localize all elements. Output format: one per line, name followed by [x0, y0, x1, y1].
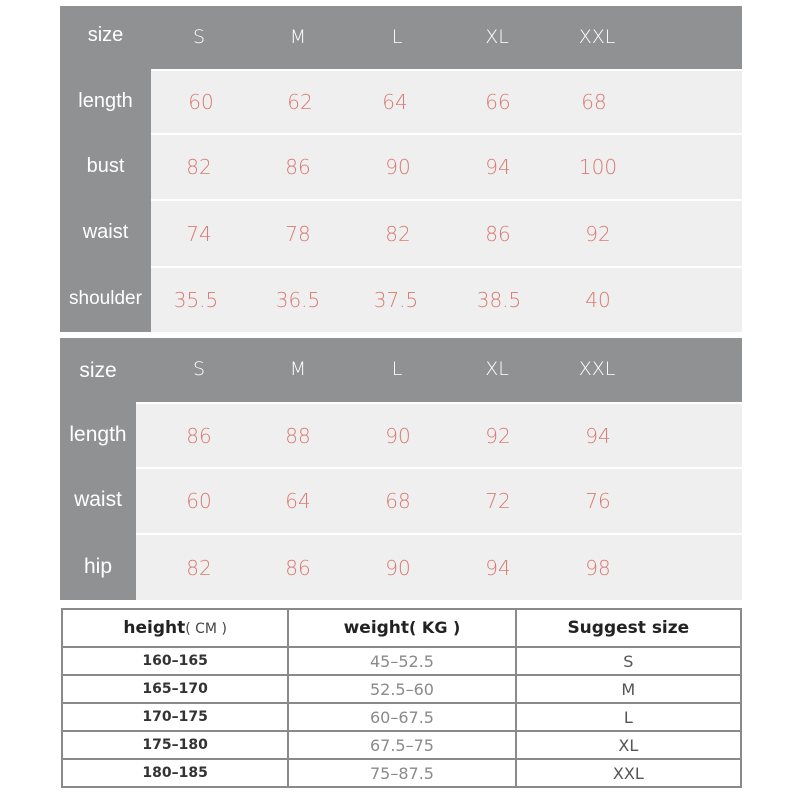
- size-cell: L: [516, 703, 741, 731]
- value-cell: 76: [585, 489, 611, 513]
- bottom-table-header-row: [60, 338, 742, 402]
- value-cell: 38.5: [476, 288, 522, 312]
- value-cell: 60: [186, 489, 212, 513]
- value-cell: 86: [485, 221, 511, 246]
- size-col-m: M: [289, 26, 307, 48]
- value-cell: 92: [585, 221, 611, 246]
- value-cell: 94: [585, 423, 611, 448]
- row-label-bust: bust: [86, 154, 125, 177]
- value-cell: 40: [585, 288, 611, 312]
- value-cell: 100: [578, 155, 618, 179]
- size-col-s: S: [192, 358, 206, 380]
- value-cell: 90: [385, 423, 411, 448]
- weight-cell: 75–87.5: [288, 759, 515, 787]
- table-row: [60, 133, 742, 199]
- table-row: [60, 69, 742, 133]
- value-cell: 60: [188, 90, 214, 114]
- height-cell: 170–175: [62, 703, 288, 731]
- size-col-s: S: [192, 26, 206, 48]
- height-unit: ( CM ): [185, 621, 227, 637]
- size-col-xxl: XXL: [578, 358, 616, 380]
- value-cell: 82: [385, 221, 411, 246]
- table-row: [60, 199, 742, 266]
- table-row: [62, 703, 741, 731]
- row-label-length: length: [69, 422, 127, 446]
- row-label-waist: waist: [74, 488, 122, 511]
- size-col-l: L: [391, 358, 403, 380]
- table-row: [60, 533, 742, 600]
- weight-cell: 67.5–75: [288, 731, 515, 759]
- row-label-hip: hip: [83, 554, 113, 578]
- height-cell: 165–170: [62, 675, 288, 703]
- value-cell: 98: [585, 555, 611, 580]
- value-cell: 94: [485, 155, 511, 179]
- value-cell: 72: [485, 489, 511, 513]
- table-row: [62, 647, 741, 675]
- value-cell: 35.5: [173, 288, 219, 312]
- size-col-l: L: [391, 26, 403, 48]
- size-col-xl: XL: [485, 358, 509, 380]
- value-cell: 94: [485, 555, 511, 580]
- value-cell: 90: [385, 555, 411, 580]
- row-label-waist: waist: [82, 221, 129, 243]
- row-label-length: length: [78, 89, 133, 112]
- size-cell: M: [516, 675, 741, 703]
- size-col-xxl: XXL: [578, 26, 616, 48]
- value-cell: 86: [285, 555, 311, 580]
- size-cell: XXL: [516, 759, 741, 787]
- weight-header-label: weight: [343, 618, 410, 638]
- table-row: [60, 467, 742, 533]
- weight-cell: 45–52.5: [288, 647, 515, 675]
- top-table-header-label: size: [87, 24, 124, 46]
- weight-cell: 52.5–60: [288, 675, 515, 703]
- value-cell: 90: [385, 155, 411, 179]
- value-cell: 62: [287, 90, 313, 114]
- value-cell: 86: [285, 155, 311, 179]
- value-cell: 36.5: [275, 288, 321, 312]
- height-cell: 175–180: [62, 731, 288, 759]
- suggest-size-header: Suggest size: [516, 609, 741, 647]
- value-cell: 68: [581, 90, 607, 114]
- top-size-table: [60, 6, 742, 332]
- suggest-table-header-row: [62, 609, 741, 647]
- height-header: [62, 609, 288, 647]
- height-header-label: height: [123, 618, 186, 638]
- value-cell: 88: [285, 423, 311, 448]
- weight-unit: ( KG ): [409, 618, 461, 637]
- value-cell: 92: [485, 423, 511, 448]
- size-col-m: M: [289, 358, 307, 380]
- value-cell: 64: [285, 489, 311, 513]
- row-label-shoulder: shoulder: [69, 288, 142, 309]
- size-cell: XL: [516, 731, 741, 759]
- suggest-size-table: [61, 608, 742, 788]
- height-cell: 180–185: [62, 759, 288, 787]
- value-cell: 78: [285, 221, 311, 246]
- weight-header: [288, 609, 515, 647]
- weight-cell: 60–67.5: [288, 703, 515, 731]
- value-cell: 66: [485, 90, 511, 114]
- value-cell: 68: [385, 489, 411, 513]
- height-cell: 160–165: [62, 647, 288, 675]
- table-row: [60, 266, 742, 332]
- value-cell: 82: [186, 155, 212, 179]
- value-cell: 37.5: [373, 288, 419, 312]
- size-col-xl: XL: [485, 26, 509, 48]
- value-cell: 82: [186, 555, 212, 580]
- value-cell: 86: [186, 423, 212, 448]
- table-row: [62, 731, 741, 759]
- table-row: [62, 675, 741, 703]
- table-row: [60, 402, 742, 467]
- value-cell: 64: [382, 90, 408, 114]
- table-row: [62, 759, 741, 787]
- value-cell: 74: [186, 221, 212, 246]
- size-cell: S: [516, 647, 741, 675]
- top-table-header-row: [60, 6, 742, 69]
- bottom-size-table: [60, 338, 742, 600]
- bottom-table-header-label: size: [79, 359, 117, 382]
